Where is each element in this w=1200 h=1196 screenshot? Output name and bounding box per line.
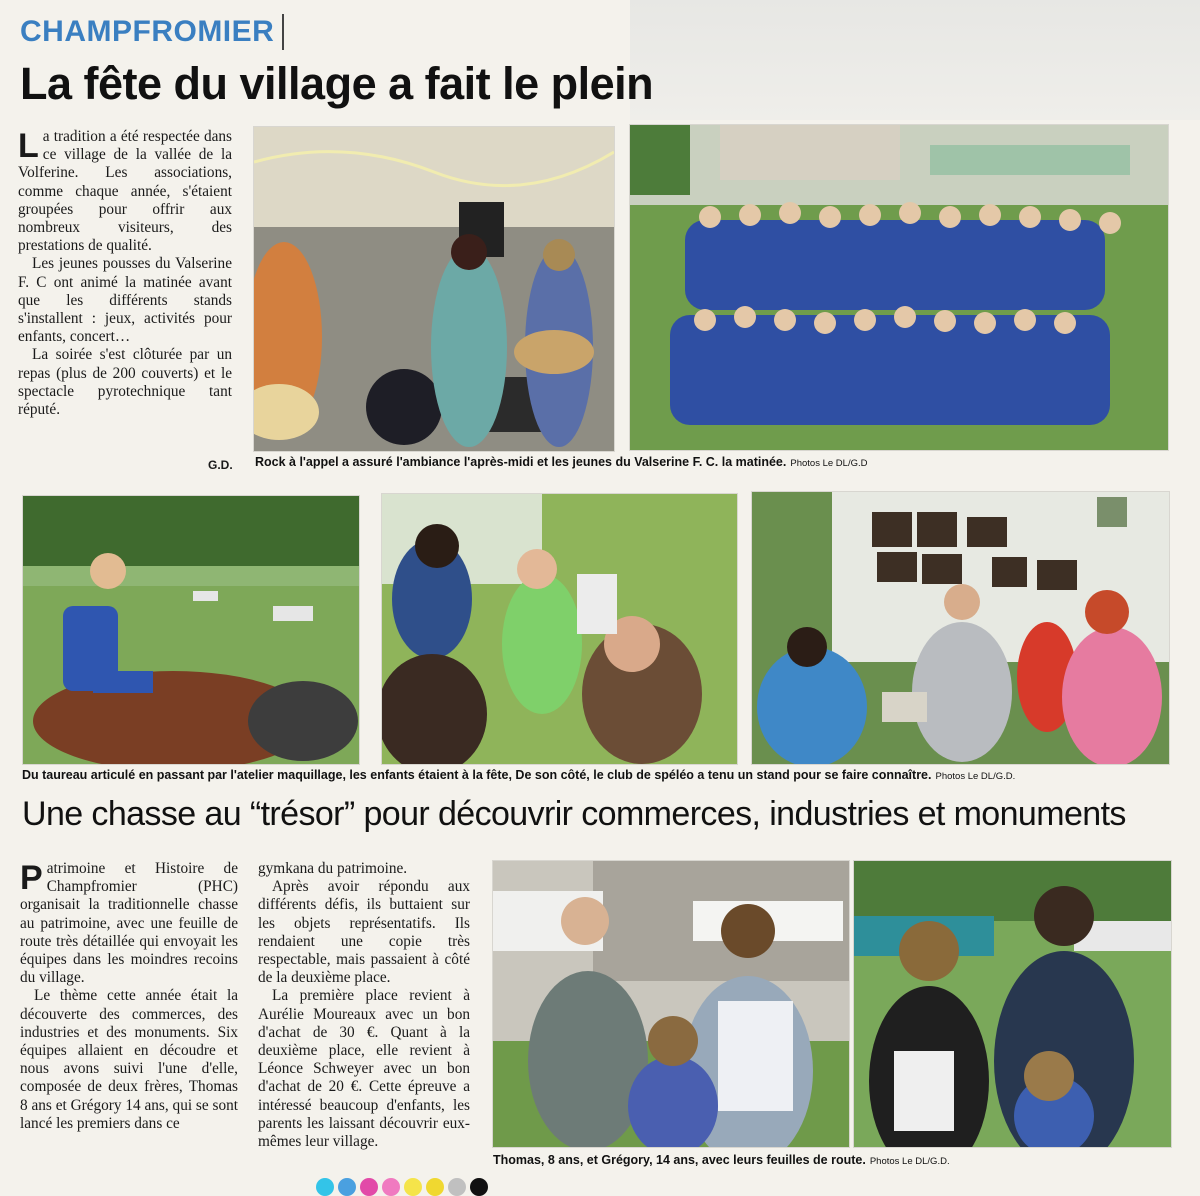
family-photo (853, 860, 1172, 1148)
article1-body (18, 128, 232, 419)
caption-bottom-text: Thomas, 8 ans, et Grégory, 14 ans, avec leurs feuilles de route. (493, 1153, 866, 1167)
reg-mark-8 (470, 1178, 488, 1196)
caption-middle (22, 767, 1015, 785)
photo-credit-bottom: Photos Le DL/G.D. (869, 1156, 950, 1167)
reg-mark-1 (316, 1178, 334, 1196)
speleo-photo (751, 491, 1170, 765)
article1-paragraph-2: Les jeunes pousses du Valserine F. C ont animé la matinée avant que les différents stands s'installent : jeux, activités pour enfants, concert… (18, 255, 232, 346)
main-headline: La fête du village a fait le plein (20, 58, 654, 109)
reg-mark-6 (426, 1178, 444, 1196)
article2-paragraph-1: atrimoine et Histoire de Champfromier (PHC) organisait la traditionnelle chasse au patrimoine, avec une feuille de route très détaillée qui envoyait les équipes dans les moindres recoins du village. (20, 860, 238, 987)
article2-column-1 (20, 860, 238, 1133)
article2-paragraph-4: Après avoir répondu aux différents défis, ils buttaient sur les objets représentatifs. Ils rendaient une copie très respectable, mais passaient à côté de la deuxième place. (258, 878, 470, 987)
team-photo (629, 124, 1169, 451)
dropcap-p: P (20, 859, 43, 897)
reg-mark-4 (382, 1178, 400, 1196)
band-photo (253, 126, 615, 452)
caption-top-text: Rock à l'appel a assuré l'ambiance l'après-midi et les jeunes du Valserine F. C. la matinée. (255, 455, 787, 469)
reg-mark-7 (448, 1178, 466, 1196)
reg-mark-3 (360, 1178, 378, 1196)
secondary-headline: Une chasse au “trésor” pour découvrir commerces, industries et monuments (22, 795, 1126, 833)
reg-mark-5 (404, 1178, 422, 1196)
bull-photo (22, 495, 360, 765)
article1-paragraph-1: a tradition a été respectée dans ce village de la vallée de la Volferine. Les associations, comme chaque année, s'étaient groupées pour offrir aux nombreux visiteurs, des prestations de qualité. (18, 128, 232, 255)
article2-column-2 (258, 860, 470, 1151)
article2-paragraph-5: La première place revient à Aurélie Moureaux avec un bon d'achat de 30 €. Quant à la deuxième place, elle revient à Léonce Schweyer avec un bon d'achat de 20 €. Cette épreuve a intéressé beaucoup d'enfants, les parents les laissant découvrir eux-mêmes leur village. (258, 987, 470, 1151)
photo-credit-middle: Photos Le DL/G.D. (935, 771, 1016, 782)
article1-paragraph-3: La soirée s'est clôturée par un repas (plus de 200 couverts) et le spectacle pyrotechnique tant réputé. (18, 346, 232, 419)
caption-top (255, 454, 867, 472)
photo-credit-top: Photos Le DL/G.D (790, 458, 868, 469)
reg-mark-2 (338, 1178, 356, 1196)
caption-middle-text: Du taureau articulé en passant par l'atelier maquillage, les enfants étaient à la fête, De son côté, le club de spéléo a tenu un stand pour se faire connaître. (22, 768, 932, 782)
article2-paragraph-2: Le thème cette année était la découverte des commerces, des industries et des monuments. Six équipes allaient en découdre et nous avons suivi l'une d'elle, composée de deux frères, Thomas 8 ans et Grégory 14 ans, qui se sont lancé les premiers dans ce (20, 987, 238, 1132)
section-kicker: CHAMPFROMIER (20, 14, 284, 50)
brothers-photo (492, 860, 850, 1148)
makeup-photo (381, 493, 738, 765)
page-margin-bleed (630, 0, 1200, 120)
article2-paragraph-3: gymkana du patrimoine. (258, 860, 408, 877)
author-signature: G.D. (208, 458, 233, 472)
caption-bottom (493, 1152, 950, 1170)
dropcap-l: L (18, 127, 39, 165)
print-registration-marks (316, 1178, 488, 1192)
